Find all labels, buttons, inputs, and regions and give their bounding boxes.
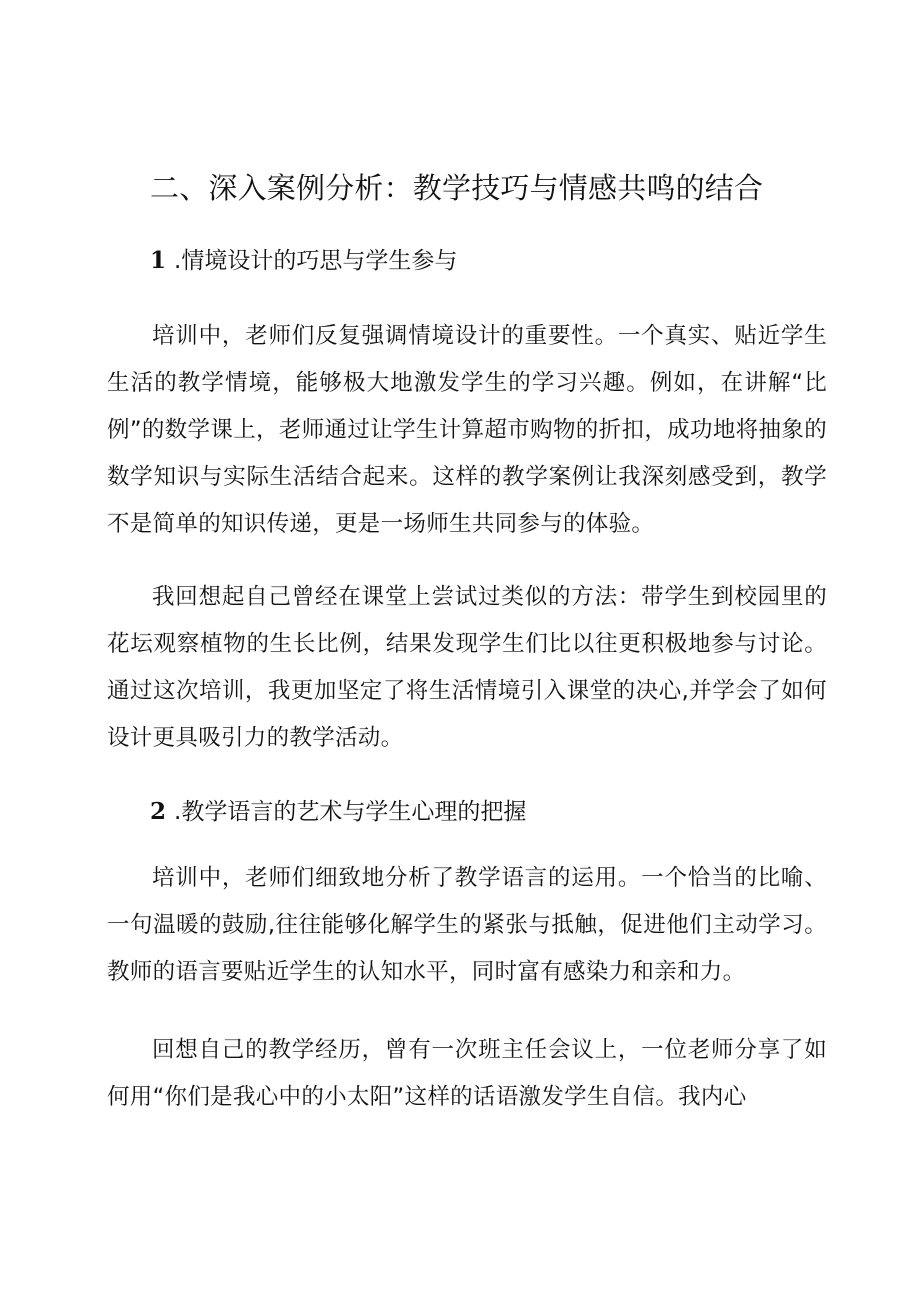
paragraph-2: 我回想起自己曾经在课堂上尝试过类似的方法：带学生到校园里的花坛观察植物的生长比例，结果发现学生们比以往更积极地参与讨论。通过这次培训，我更加坚定了将生活情境引入课堂的决心,并学会了如何设计更具吸引力的教学活动。 — [107, 584, 827, 751]
section-title: 二、深入案例分析：教学技巧与情感共鸣的结合 — [150, 171, 764, 205]
subsection-heading-text-2: .教学语言的艺术与学生心理的把握 — [174, 799, 527, 825]
subsection-heading-2 — [150, 796, 526, 828]
paragraph-1: 培训中，老师们反复强调情境设计的重要性。一个真实、贴近学生生活的教学情境，能够极大地激发学生的学习兴趣。例如，在讲解“比例”的数学课上，老师通过让学生计算超市购物的折扣，成功地将抽象的数学知识与实际生活结合起来。这样的教学案例让我深刻感受到，教学不是简单的知识传递，更是一场师生共同参与的体验。 — [107, 323, 827, 537]
paragraph-4: 回想自己的教学经历，曾有一次班主任会议上，一位老师分享了如何用“你们是我心中的小太阳”这样的话语激发学生自信。我内心 — [107, 1037, 827, 1110]
subsection-heading-text-1: .情境设计的巧思与学生参与 — [174, 248, 458, 274]
subsection-heading-1 — [150, 245, 457, 277]
paragraph-3: 培训中，老师们细致地分析了教学语言的运用。一个恰当的比喻、一句温暖的鼓励,往往能够化解学生的紧张与抵触，促进他们主动学习。教师的语言要贴近学生的认知水平，同时富有感染力和亲和力。 — [107, 865, 827, 985]
subsection-number-2: 2 — [150, 798, 167, 825]
subsection-number-1: 1 — [150, 247, 167, 274]
